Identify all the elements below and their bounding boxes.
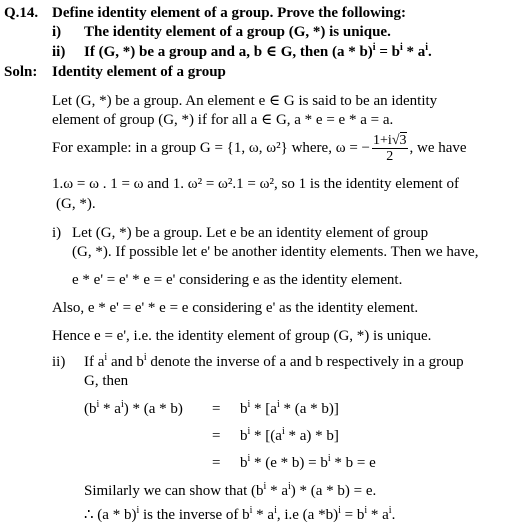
solution-heading: Identity element of a group <box>52 64 226 80</box>
part1-line-2: (G, *). If possible let e' be another identity elements. Then we have, <box>72 244 479 260</box>
question-number: Q.14. <box>4 5 39 21</box>
equation-equals-3: = <box>212 455 221 471</box>
part1-label: i) <box>52 225 62 241</box>
example-line-2: 1.ω = ω . 1 = ω and 1. ω² = ω².1 = ω², so 1 is the identity element of <box>52 176 459 192</box>
example-line-3: (G, *). <box>56 196 96 212</box>
equation-rhs-1: $b^i * [a^i * (a * b)]$ <box>240 399 339 417</box>
definition-line-2: element of group (G, *) if for all a ∈ G, a * e = e * a = a. <box>52 112 394 128</box>
part1-line-1: Let (G, *) be a group. Let e be an identity element of group <box>72 225 429 241</box>
question-item-text-1: The identity element of a group (G, *) is unique. <box>84 24 391 40</box>
equation-lhs: $(b^i * a^i) * (a * b)$ <box>84 399 183 417</box>
definition-line-1: Let (G, *) be a group. An element e ∈ G is said to be an identity <box>52 93 438 109</box>
equation-rhs-2: $b^i * [(a^i * a) * b]$ <box>240 426 339 444</box>
equation-rhs-3: $b^i * (e * b) = b^i * b = e$ <box>240 453 376 471</box>
part2-label: ii) <box>52 354 66 370</box>
part1-line-5: Hence e = e', i.e. the identity element of group (G, *) is unique. <box>52 328 432 344</box>
question-item-label-1: i) <box>52 24 62 40</box>
equation-equals-2: = <box>212 428 221 444</box>
example-line-1: For example: in a group G = {1, ω, ω²} where, ω = − $\frac{1+i√3}{2}$ , we have <box>52 133 467 165</box>
question-item-text-2: If (G, *) be a group and a, b ∈ G, then $(a * b)^i = b^i * a^i$. <box>84 42 432 60</box>
part1-line-3: e * e' = e' * e = e' considering e as the identity element. <box>72 272 403 288</box>
question-title: Define identity element of a group. Prove the following: <box>52 5 406 21</box>
question-item-label-2: ii) <box>52 44 66 60</box>
part1-line-4: Also, e * e' = e' * e = e considering e' as the identity element. <box>52 300 419 316</box>
similarly-line: Similarly we can show that $(b^i * a^i) * (a * b) = e$. <box>84 481 377 499</box>
solution-label: Soln: <box>4 64 38 80</box>
part2-line-1: If $a^i$ and $b^i$ denote the inverse of a and b respectively in a group <box>84 352 464 370</box>
conclusion-line: ∴ (a * b)$^i$ is the inverse of $b^i * a^i$, i.e (a $*b)^i = b^i * a^i$. <box>84 505 396 523</box>
omega-fraction: $\frac{1+i√3}{2}$ <box>373 133 407 165</box>
part2-line-2: G, then <box>84 373 129 389</box>
equation-equals-1: = <box>212 401 221 417</box>
